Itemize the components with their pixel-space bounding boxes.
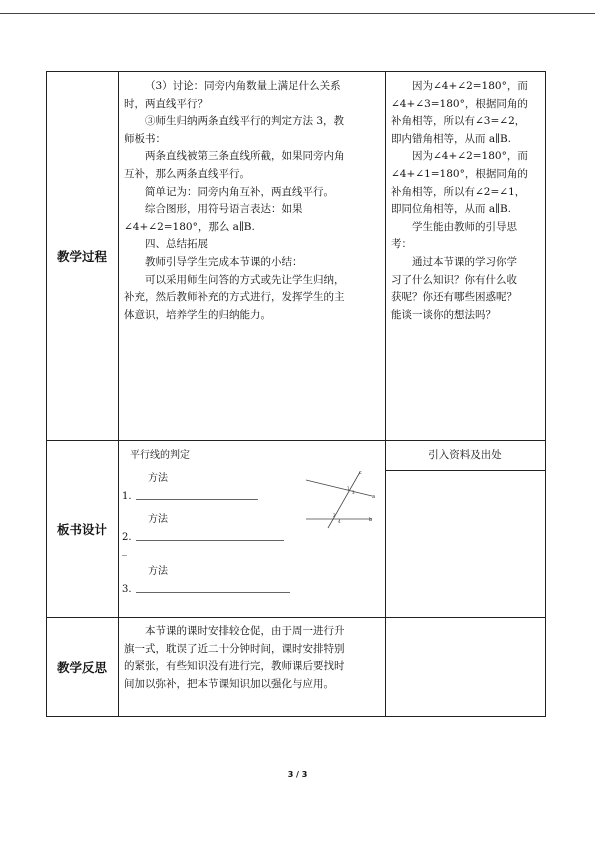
text-line: 即内错角相等，从而 a∥B.: [391, 132, 512, 145]
text-line: 间加以弥补，把本节课知识加以强化与应用。: [124, 677, 334, 690]
angle-label: 4: [338, 519, 341, 524]
text-line: 因为∠4+∠2=180°，而: [412, 150, 528, 163]
text-line: 简单记为：同旁内角互补，两直线平行。: [145, 185, 334, 198]
text-line: 学生能由教师的引导思: [412, 220, 517, 233]
text-line: 习了什么知识？你有什么收: [391, 273, 517, 286]
row-label-process: 教学过程: [56, 248, 107, 264]
method-label: 方法: [148, 473, 168, 484]
angle-label: 3: [352, 490, 355, 495]
text-line: 旗一式，耽误了近二十分钟时间，课时安排特别: [124, 642, 345, 655]
blank-line: [136, 487, 258, 500]
parallel-lines-figure: [300, 466, 380, 530]
row-label-board: 板书设计: [56, 521, 107, 537]
page-top-rule: [0, 13, 595, 14]
text-line: 获呢？你还有哪些困惑呢？: [391, 291, 517, 304]
angle-label: 2: [333, 513, 336, 518]
text-line: 体意识，培养学生的归纳能力。: [124, 308, 271, 321]
text-line: 能谈一谈你的想法吗？: [391, 308, 496, 321]
text-line: 因为∠4+∠2=180°，而: [412, 80, 528, 92]
text-line: 本节课的课时安排较仓促，由于周一进行升: [145, 625, 345, 637]
text-line: 即同位角相等，从而 a∥B.: [391, 203, 512, 216]
text-line: 补角相等，所以有∠2=∠1，: [391, 185, 526, 198]
method-number: 3.: [122, 584, 132, 595]
text-line: ∠4+∠2=180°，那么 a∥B.: [124, 220, 255, 233]
label-a: a: [372, 494, 376, 500]
reflection-text: [124, 623, 382, 693]
text-line: （3）讨论：同旁内角数量上满足什么关系: [145, 80, 341, 92]
blank-line: [136, 528, 284, 541]
text-line: 补充，然后教师补充的方式进行，发挥学生的主: [124, 291, 345, 304]
text-line: ③师生归纳两条直线平行的判定方法 3，教: [145, 115, 345, 128]
text-line: 时，两直线平行？: [124, 97, 208, 110]
page-number: 3 / 3: [287, 770, 308, 779]
text-line: 综合图形，用符号语言表达：如果: [145, 203, 303, 216]
text-line: 可以采用师生问答的方式或先让学生归纳，: [145, 273, 345, 286]
text-line: ∠4+∠3=180°，根据同角的: [391, 97, 528, 110]
text-line: 教师引导学生完成本节课的小结：: [145, 255, 303, 268]
text-line: 通过本节课的学习你学: [412, 255, 517, 268]
stray-mark: _: [122, 545, 127, 556]
label-b: b: [369, 517, 373, 523]
board-title: 平行线的判定: [130, 450, 190, 461]
method-label: 方法: [148, 566, 168, 577]
resource-header: 引入资料及出处: [428, 449, 502, 461]
board-design: [122, 447, 310, 598]
row-label-reflection: 教学反思: [56, 659, 107, 675]
text-line: 补角相等，所以有∠3=∠2，: [391, 115, 526, 128]
method-label: 方法: [148, 514, 168, 525]
process-right-text: [391, 78, 543, 324]
text-line: 四、总结拓展: [145, 238, 208, 251]
text-line: 考：: [391, 238, 412, 251]
text-line: 的紧张，有些知识没有进行完，教师课后要找时: [124, 660, 345, 673]
text-line: 互补，那么两条直线平行。: [124, 167, 250, 180]
text-line: ∠4+∠1=180°，根据同角的: [391, 167, 528, 180]
method-number: 2.: [122, 532, 132, 543]
angle-label: 1: [347, 486, 350, 491]
text-line: 两条直线被第三条直线所截，如果同旁内角: [145, 150, 345, 163]
method-number: 1.: [122, 491, 132, 502]
blank-line: [136, 580, 290, 593]
process-left-text: [124, 78, 382, 324]
label-c: c: [359, 470, 362, 476]
text-line: 师板书：: [124, 132, 166, 145]
